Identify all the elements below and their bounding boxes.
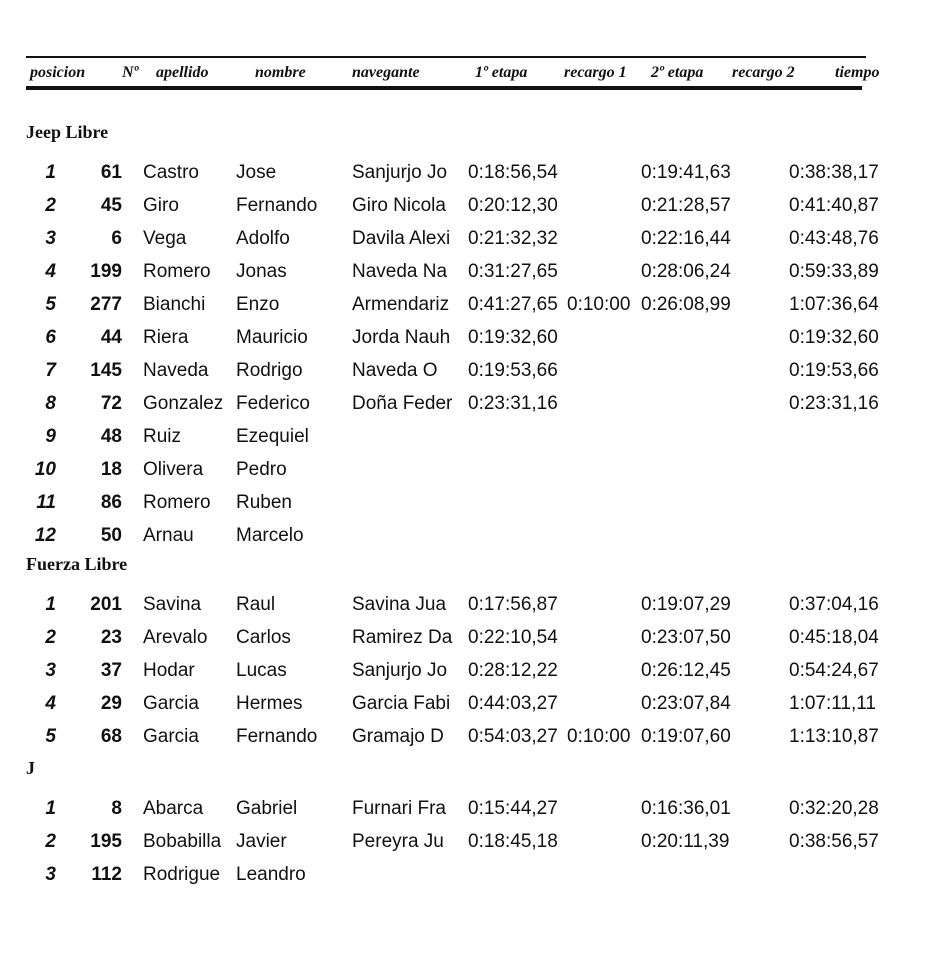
cell-nombre: Adolfo	[236, 228, 290, 249]
cell-pos: 11	[36, 492, 56, 513]
cell-apellido: Romero	[143, 261, 211, 282]
cell-tiempo: 1:13:10,87	[789, 726, 879, 747]
cell-num: 195	[90, 831, 122, 852]
cell-etapa2: 0:23:07,50	[641, 627, 731, 648]
table-row	[0, 255, 926, 288]
cell-tiempo: 0:38:56,57	[789, 831, 879, 852]
table-row	[0, 453, 926, 486]
cell-nombre: Rodrigo	[236, 360, 303, 381]
cell-etapa1: 0:18:45,18	[468, 831, 558, 852]
header-tiempo: tiempo	[835, 64, 880, 81]
cell-num: 37	[100, 660, 122, 681]
table-row	[0, 858, 926, 891]
cell-pos: 10	[34, 459, 56, 480]
cell-num: 199	[90, 261, 122, 282]
cell-tiempo: 1:07:36,64	[789, 294, 879, 315]
header-numero: Nº	[122, 64, 139, 81]
header-etapa2: 2º etapa	[651, 64, 704, 81]
cell-pos: 5	[45, 726, 56, 747]
cell-tiempo: 0:19:32,60	[789, 327, 879, 348]
table-row	[0, 588, 926, 621]
section-title: Fuerza Libre	[26, 554, 128, 574]
cell-apellido: Rodrigue	[143, 864, 221, 885]
cell-etapa2: 0:23:07,84	[641, 693, 731, 714]
cell-pos: 8	[45, 393, 56, 414]
cell-nombre: Federico	[236, 393, 310, 414]
cell-nombre: Jose	[236, 162, 277, 183]
cell-etapa1: 0:20:12,30	[468, 195, 558, 216]
cell-etapa1: 0:54:03,27	[468, 726, 558, 747]
section-title: J	[26, 758, 35, 778]
cell-apellido: Abarca	[143, 798, 204, 819]
cell-navegante: Armendariz	[352, 294, 450, 315]
header-apellido: apellido	[156, 64, 209, 81]
cell-nombre: Mauricio	[236, 327, 308, 348]
cell-num: 45	[100, 195, 122, 216]
cell-nombre: Ruben	[236, 492, 292, 513]
cell-apellido: Naveda	[143, 360, 209, 381]
cell-nombre: Pedro	[236, 459, 287, 480]
cell-pos: 7	[45, 360, 56, 381]
cell-pos: 2	[45, 195, 56, 216]
cell-pos: 3	[45, 228, 56, 249]
cell-pos: 1	[45, 594, 56, 615]
cell-apellido: Riera	[143, 327, 189, 348]
table-row	[0, 687, 926, 720]
cell-apellido: Gonzalez	[143, 393, 224, 414]
cell-num: 86	[100, 492, 122, 513]
cell-num: 8	[111, 798, 122, 819]
table-row	[0, 354, 926, 387]
cell-apellido: Garcia	[143, 693, 199, 714]
cell-navegante: Sanjurjo Jo	[352, 162, 448, 183]
cell-navegante: Garcia Fabi	[352, 693, 451, 714]
header-nombre: nombre	[255, 64, 306, 81]
cell-pos: 4	[45, 261, 56, 282]
table-row	[0, 156, 926, 189]
header-top-rule	[26, 56, 866, 58]
cell-pos: 5	[45, 294, 56, 315]
cell-num: 18	[100, 459, 122, 480]
cell-pos: 3	[45, 864, 56, 885]
cell-pos: 9	[45, 426, 56, 447]
header-navegante: navegante	[352, 64, 420, 81]
cell-pos: 6	[45, 327, 56, 348]
cell-nombre: Carlos	[236, 627, 291, 648]
cell-nombre: Fernando	[236, 726, 318, 747]
cell-etapa1: 0:28:12,22	[468, 660, 558, 681]
table-row	[0, 321, 926, 354]
cell-nombre: Gabriel	[236, 798, 298, 819]
cell-etapa1: 0:22:10,54	[468, 627, 558, 648]
section-title: Jeep Libre	[26, 122, 109, 142]
cell-tiempo: 0:32:20,28	[789, 798, 879, 819]
cell-tiempo: 0:41:40,87	[789, 195, 879, 216]
cell-navegante: Sanjurjo Jo	[352, 660, 448, 681]
table-row	[0, 387, 926, 420]
cell-nombre: Hermes	[236, 693, 303, 714]
cell-nombre: Raul	[236, 594, 276, 615]
cell-navegante: Gramajo D	[352, 726, 444, 747]
cell-num: 6	[111, 228, 122, 249]
cell-etapa1: 0:41:27,65	[468, 294, 558, 315]
cell-etapa1: 0:18:56,54	[468, 162, 558, 183]
cell-num: 72	[100, 393, 122, 414]
cell-num: 48	[100, 426, 122, 447]
table-row	[0, 420, 926, 453]
cell-tiempo: 0:19:53,66	[789, 360, 879, 381]
cell-etapa1: 0:44:03,27	[468, 693, 558, 714]
cell-etapa1: 0:17:56,87	[468, 594, 558, 615]
cell-navegante: Davila Alexi	[352, 228, 451, 249]
cell-etapa2: 0:22:16,44	[641, 228, 731, 249]
table-row	[0, 621, 926, 654]
cell-nombre: Marcelo	[236, 525, 304, 546]
cell-apellido: Savina	[143, 594, 202, 615]
cell-pos: 2	[45, 831, 56, 852]
cell-apellido: Vega	[143, 228, 187, 249]
cell-navegante: Naveda O	[352, 360, 438, 381]
cell-navegante: Furnari Fra	[352, 798, 446, 819]
cell-pos: 1	[45, 798, 56, 819]
cell-navegante: Pereyra Ju	[352, 831, 444, 852]
cell-tiempo: 0:59:33,89	[789, 261, 879, 282]
header-bottom-rule	[26, 86, 862, 90]
cell-nombre: Javier	[236, 831, 287, 852]
cell-etapa1: 0:15:44,27	[468, 798, 558, 819]
cell-apellido: Hodar	[143, 660, 195, 681]
cell-num: 44	[100, 327, 122, 348]
cell-tiempo: 0:23:31,16	[789, 393, 879, 414]
cell-etapa1: 0:19:32,60	[468, 327, 558, 348]
cell-nombre: Lucas	[236, 660, 287, 681]
cell-tiempo: 0:45:18,04	[789, 627, 879, 648]
cell-tiempo: 0:43:48,76	[789, 228, 879, 249]
cell-etapa1: 0:19:53,66	[468, 360, 558, 381]
cell-apellido: Olivera	[143, 459, 204, 480]
cell-tiempo: 0:38:38,17	[789, 162, 879, 183]
cell-apellido: Arevalo	[143, 627, 208, 648]
cell-num: 145	[90, 360, 122, 381]
cell-pos: 2	[45, 627, 56, 648]
cell-nombre: Jonas	[236, 261, 287, 282]
table-row	[0, 654, 926, 687]
cell-recargo1: 0:10:00	[567, 294, 631, 315]
cell-etapa2: 0:26:08,99	[641, 294, 731, 315]
table-row	[0, 720, 926, 753]
table-row	[0, 288, 926, 321]
table-row	[0, 792, 926, 825]
cell-apellido: Castro	[143, 162, 199, 183]
cell-nombre: Fernando	[236, 195, 318, 216]
cell-etapa2: 0:21:28,57	[641, 195, 731, 216]
cell-pos: 3	[45, 660, 56, 681]
cell-apellido: Ruiz	[143, 426, 182, 447]
cell-tiempo: 0:54:24,67	[789, 660, 879, 681]
cell-etapa1: 0:31:27,65	[468, 261, 558, 282]
cell-etapa2: 0:26:12,45	[641, 660, 731, 681]
cell-etapa2: 0:16:36,01	[641, 798, 731, 819]
cell-apellido: Bianchi	[143, 294, 206, 315]
cell-pos: 12	[34, 525, 56, 546]
table-row	[0, 825, 926, 858]
cell-etapa2: 0:19:41,63	[641, 162, 731, 183]
cell-recargo1: 0:10:00	[567, 726, 631, 747]
cell-etapa2: 0:19:07,29	[641, 594, 731, 615]
cell-tiempo: 0:37:04,16	[789, 594, 879, 615]
header-recargo1: recargo 1	[564, 64, 627, 81]
cell-apellido: Romero	[143, 492, 211, 513]
cell-pos: 4	[45, 693, 56, 714]
cell-nombre: Leandro	[236, 864, 306, 885]
cell-num: 68	[100, 726, 122, 747]
cell-navegante: Doña Feder	[352, 393, 453, 414]
cell-navegante: Jorda Nauh	[352, 327, 451, 348]
cell-apellido: Giro	[143, 195, 179, 216]
cell-tiempo: 1:07:11,11	[789, 693, 876, 714]
cell-etapa2: 0:19:07,60	[641, 726, 731, 747]
table-row	[0, 519, 926, 552]
header-posicion: posicion	[30, 64, 86, 81]
cell-num: 277	[90, 294, 122, 315]
cell-num: 201	[90, 594, 122, 615]
cell-num: 29	[100, 693, 122, 714]
cell-num: 61	[100, 162, 122, 183]
cell-apellido: Bobabilla	[143, 831, 222, 852]
cell-navegante: Giro Nicola	[352, 195, 446, 216]
cell-apellido: Arnau	[143, 525, 194, 546]
cell-etapa1: 0:21:32,32	[468, 228, 558, 249]
cell-nombre: Ezequiel	[236, 426, 309, 447]
header-recargo2: recargo 2	[732, 64, 795, 81]
cell-num: 112	[91, 864, 122, 885]
cell-navegante: Savina Jua	[352, 594, 447, 615]
cell-num: 23	[100, 627, 122, 648]
table-row	[0, 222, 926, 255]
header-etapa1: 1º etapa	[475, 64, 528, 81]
table-row	[0, 486, 926, 519]
cell-nombre: Enzo	[236, 294, 280, 315]
cell-pos: 1	[45, 162, 56, 183]
table-row	[0, 189, 926, 222]
cell-navegante: Ramirez Da	[352, 627, 453, 648]
cell-navegante: Naveda Na	[352, 261, 448, 282]
cell-apellido: Garcia	[143, 726, 199, 747]
cell-etapa1: 0:23:31,16	[468, 393, 558, 414]
cell-etapa2: 0:20:11,39	[641, 831, 730, 852]
cell-num: 50	[100, 525, 122, 546]
cell-etapa2: 0:28:06,24	[641, 261, 731, 282]
